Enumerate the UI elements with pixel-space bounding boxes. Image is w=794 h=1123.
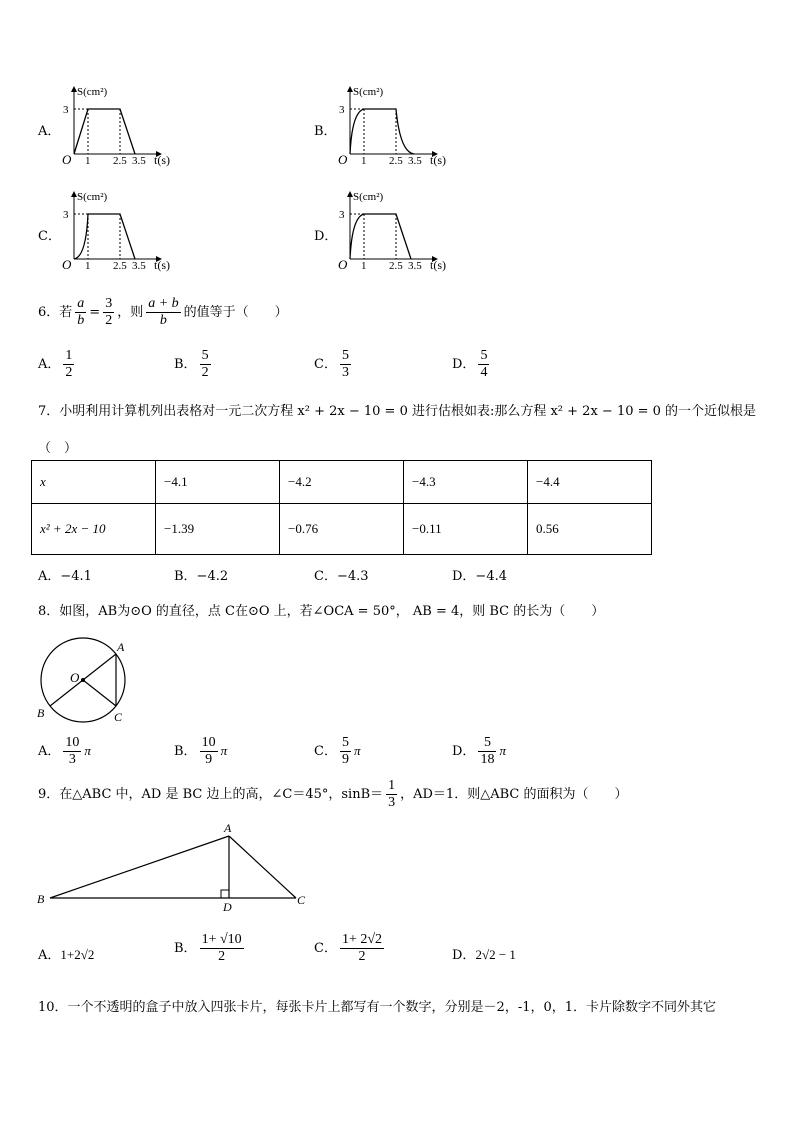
q6-option-c[interactable]: C． $\frac{5}{3}$ [314, 348, 349, 380]
q8-option-d[interactable]: D． $\frac{5}{18}$ π [452, 735, 506, 767]
q9-option-a[interactable]: A．1+2√2 [38, 947, 95, 963]
table-cell: x² + 2x − 10 [32, 504, 156, 555]
table-cell: −4.4 [528, 461, 652, 504]
label-a: A [224, 821, 232, 835]
q7-option-c[interactable]: C．−4.3 [314, 569, 369, 584]
q8-option-a[interactable]: A． $\frac{10}{3}$ π [38, 735, 91, 767]
label-c: C [297, 893, 306, 907]
q9-frac: $\frac{1}{3}$ [388, 778, 396, 810]
option-letter: D． [314, 229, 338, 244]
label-c: C [114, 710, 123, 724]
table-cell: −0.11 [404, 504, 528, 555]
option-letter: B． [314, 124, 337, 139]
q6-eq: = [89, 305, 101, 320]
graph-a [58, 82, 188, 172]
x-tick: 3.5 [132, 260, 146, 272]
origin-label: O [62, 257, 72, 272]
label-b: B [37, 706, 45, 720]
x-tick: 2.5 [389, 155, 403, 167]
q9-pre: 9．在△ABC 中，AD 是 BC 边上的高，∠C＝45°，sinB＝ [38, 787, 384, 802]
x-tick: 1 [85, 155, 91, 167]
x-axis-label: t(s) [154, 258, 170, 272]
estimation-table [31, 460, 652, 555]
table-cell: −0.76 [280, 504, 404, 555]
label-d: D [223, 900, 232, 914]
q7-option-d[interactable]: D．−4.4 [452, 569, 507, 584]
origin-label: O [338, 152, 348, 167]
triangle-figure [30, 818, 320, 918]
option-letter: A． [38, 124, 61, 139]
y-tick: 3 [63, 209, 69, 221]
q8-option-c[interactable]: C． $\frac{5}{9}$ π [314, 735, 361, 767]
table-cell: 0.56 [528, 504, 652, 555]
q6-number: 6．若 [38, 305, 73, 320]
q6-option-d[interactable]: D． $\frac{5}{4}$ [452, 348, 488, 380]
y-axis-label: S(cm²) [77, 191, 108, 203]
x-axis-label: t(s) [430, 258, 446, 272]
question-9 [38, 778, 627, 811]
y-axis-label: S(cm²) [353, 86, 384, 98]
q8-option-b[interactable]: B． $\frac{10}{9}$ π [174, 735, 228, 767]
y-tick: 3 [339, 209, 345, 221]
origin-label: O [338, 257, 348, 272]
q9-option-b[interactable]: B． $\frac{1+ √10}{2}$ [174, 932, 242, 964]
table-cell: −4.2 [280, 461, 404, 504]
x-tick: 3.5 [132, 155, 146, 167]
table-cell: −4.3 [404, 461, 528, 504]
label-a: A [117, 640, 125, 654]
q9-option-d[interactable]: D．2√2 − 1 [452, 947, 516, 963]
q10-text: 10．一个不透明的盒子中放入四张卡片，每张卡片上都写有一个数字，分别是－2，-1，0，1．卡片除数字不同外其它 [38, 1000, 717, 1015]
x-tick: 1 [361, 260, 367, 272]
q6-option-b[interactable]: B． $\frac{5}{2}$ [174, 348, 209, 380]
q9-option-c[interactable]: C． $\frac{1+ 2√2}{2}$ [314, 932, 383, 964]
q7-text: 7．小明利用计算机列出表格对一元二次方程 x² + 2x − 10 = 0 进行估根如表:那么方程 x² + 2x − 10 = 0 的一个近似根是 [38, 404, 757, 419]
table-cell: −4.1 [156, 461, 280, 504]
q6-tail: 的值等于（ ） [183, 305, 288, 320]
table-row [32, 461, 652, 504]
q7-option-a[interactable]: A．−4.1 [38, 569, 92, 584]
x-axis-label: t(s) [154, 153, 170, 167]
q6-frac-apb-b: $\frac{a + b}{b}$ [148, 296, 179, 328]
label-o: O [70, 670, 80, 685]
x-tick: 3.5 [408, 260, 422, 272]
q8-text: 8．如图，AB为⊙O 的直径，点 C在⊙O 上，若∠OCA = 50°， AB = 4，则 BC 的长为（ ） [38, 604, 605, 619]
x-tick: 2.5 [113, 260, 127, 272]
circle-figure [32, 632, 142, 727]
q9-post: ，AD＝1．则△ABC 的面积为（ ） [400, 787, 628, 802]
q6-option-a[interactable]: A． $\frac{1}{2}$ [38, 348, 73, 380]
x-tick: 2.5 [113, 155, 127, 167]
y-axis-label: S(cm²) [353, 191, 384, 203]
graph-c [58, 187, 188, 277]
q6-mid: ，则 [117, 305, 144, 320]
graph-d [334, 187, 464, 277]
label-b: B [37, 892, 45, 906]
y-axis-label: S(cm²) [77, 86, 108, 98]
q7-option-b[interactable]: B．−4.2 [174, 569, 229, 584]
table-row [32, 504, 652, 555]
x-tick: 1 [85, 260, 91, 272]
y-tick: 3 [339, 104, 345, 116]
y-tick: 3 [63, 104, 69, 116]
q6-frac-a-b: $\frac{a}{b}$ [77, 296, 85, 328]
graph-b [334, 82, 464, 172]
q6-frac-3-2: $\frac{3}{2}$ [105, 296, 113, 328]
x-tick: 3.5 [408, 155, 422, 167]
x-tick: 1 [361, 155, 367, 167]
question-6 [38, 296, 288, 329]
q7-paren: （ ） [38, 441, 78, 456]
option-letter: C． [38, 229, 61, 244]
origin-label: O [62, 152, 72, 167]
table-cell: x [32, 461, 156, 504]
x-tick: 2.5 [389, 260, 403, 272]
x-axis-label: t(s) [430, 153, 446, 167]
table-cell: −1.39 [156, 504, 280, 555]
